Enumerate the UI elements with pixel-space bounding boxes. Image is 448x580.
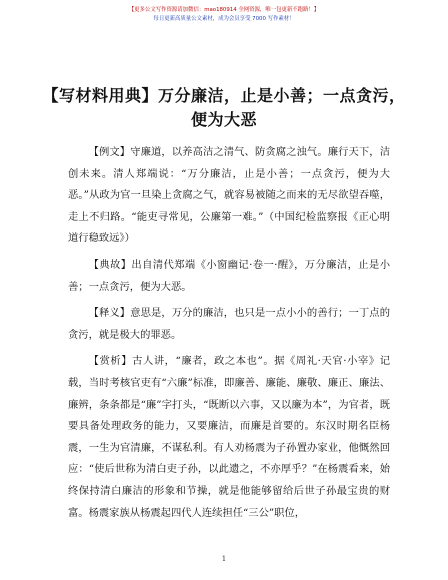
paragraph-example <box>68 142 390 250</box>
paragraph-appreciation <box>68 351 390 524</box>
section-tag: 【赏析】 <box>88 355 133 368</box>
document-title: 【写材料用典】万分廉洁，止是小善；一点贪污，便为大恶 <box>42 86 406 129</box>
section-tag: 【典故】 <box>88 258 132 271</box>
section-tag: 【例文】 <box>88 146 131 158</box>
page-number: 1 <box>221 555 227 563</box>
paragraph-text: 出自清代郑端《小窗幽记·卷一·醒》，万分廉洁，止是小善；一点贪污，便为大恶。 <box>68 258 391 293</box>
paragraph-allusion <box>68 255 390 298</box>
section-tag: 【释义】 <box>88 307 131 320</box>
paragraph-text: 古人讲，“廉者，政之本也”。据《周礼·天官·小宰》记载，当时考核官吏有“六廉”标准，即廉善、廉能、廉敬、廉正、廉法、廉辨，条条都是“廉”字打头，“既断以六事，又以廉为本”，为官者，既要具备处理政务的能力，又要廉洁，而廉是首要的。东汉时期名臣杨震，一生为官清廉，不谋私利。有人劝杨震为子孙置办家业，他慨然回应：“使后世称为清白吏子孙，以此遗之，不亦厚乎？”在杨震看来，始终保持清白廉洁的形象和节操，就是他能够留给后世子孙最宝贵的财富。杨震家族从杨震起四代人连续担任“三公”职位， <box>68 355 391 519</box>
paragraph-meaning <box>68 303 390 346</box>
document-body <box>68 142 390 529</box>
paragraph-text: 意思是，万分的廉洁，也只是一点小小的善行；一丁点的贪污，就是极大的罪恶。 <box>68 307 391 341</box>
paragraph-text: 守廉道，以养高洁之清气、防贪腐之浊气。廉行天下，洁创未来。清人郑端说：“万分廉洁，止是小善；一点贪污，便为大恶。”从政为官一旦染上贪腐之气，就容易被随之而来的无尽欲望吞噬，走上不归路。“能吏寻常见，公廉第一难。”（中国纪检监察报《正心明道行稳致远》） <box>68 146 391 245</box>
banner-line-1: 【更多公文写作资源请加微信：mao180914 全网资源，唯一包更新不跑路！】 <box>128 7 320 13</box>
header-banner <box>0 6 448 24</box>
banner-line-2: 每日更新高质量公文素材，成为会员享受 7000 写作素材！ <box>153 16 295 22</box>
